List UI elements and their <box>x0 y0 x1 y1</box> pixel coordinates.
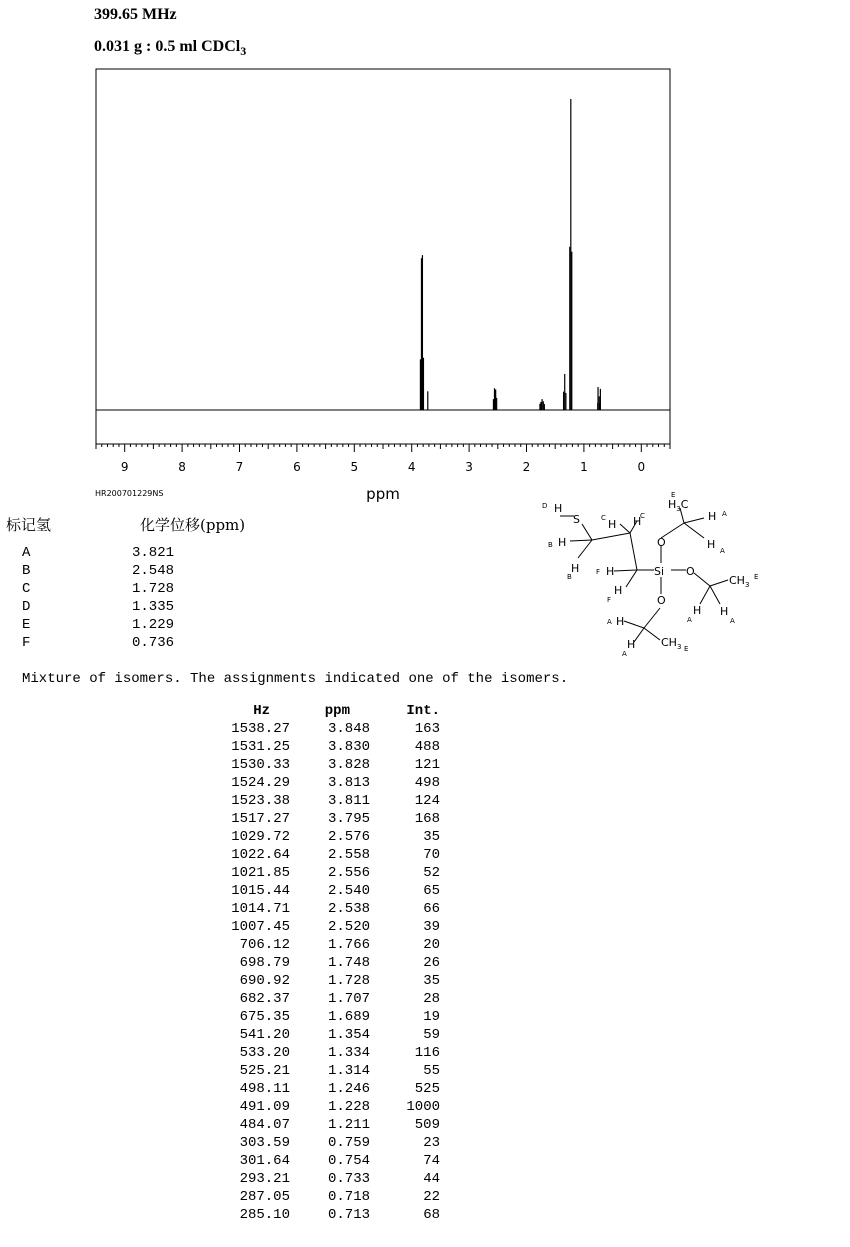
peak-ppm: 1.211 <box>327 1117 370 1133</box>
peak-int: 163 <box>414 721 440 737</box>
peak-ppm: 3.795 <box>327 811 370 827</box>
assign-header-hydrogen: 标记氢 <box>6 516 52 534</box>
peak-ppm: 2.540 <box>327 883 370 899</box>
x-tick-label: 8 <box>178 460 186 474</box>
table-row <box>205 1207 465 1225</box>
table-row <box>205 1099 465 1117</box>
atom-h: H <box>558 536 567 549</box>
peak-int: 65 <box>423 883 440 899</box>
bond <box>614 570 637 571</box>
x-tick-label: 3 <box>465 460 473 474</box>
peak-int: 498 <box>414 775 440 791</box>
assign-ppm: 1.229 <box>132 617 175 633</box>
bond <box>570 540 592 541</box>
assign-ppm: 3.821 <box>132 545 175 561</box>
peak-hz: 303.59 <box>239 1135 290 1151</box>
peak-int: 22 <box>423 1189 440 1205</box>
peak-header-ppm: ppm <box>324 703 350 719</box>
table-row <box>205 775 465 793</box>
table-row <box>205 793 465 811</box>
tag-e: E <box>671 491 676 499</box>
assign-label: C <box>22 581 31 597</box>
table-row <box>205 973 465 991</box>
peak-int: 19 <box>423 1009 440 1025</box>
table-row <box>205 1189 465 1207</box>
assign-label: D <box>22 599 31 615</box>
bond <box>644 608 660 628</box>
x-tick-label: 0 <box>637 460 646 474</box>
peak-ppm: 2.558 <box>327 847 370 863</box>
peak-int: 168 <box>414 811 440 827</box>
sample-text: 0.031 g : 0.5 ml CDCl <box>94 38 241 55</box>
assign-header-shift: 化学位移(ppm) <box>140 516 246 534</box>
peak-hz: 498.11 <box>239 1081 290 1097</box>
peak-int: 509 <box>414 1117 440 1133</box>
peak-hz: 484.07 <box>239 1117 290 1133</box>
table-row <box>205 721 465 739</box>
peak-hz: 706.12 <box>239 937 290 953</box>
bond <box>630 533 637 570</box>
table-row <box>205 901 465 919</box>
table-row <box>205 937 465 955</box>
peak-int: 44 <box>423 1171 440 1187</box>
peak-int: 20 <box>423 937 440 953</box>
peak-hz: 1538.27 <box>231 721 290 737</box>
atom-o: O <box>657 594 666 607</box>
sample-subscript: 3 <box>240 44 247 59</box>
peak-hz: 301.64 <box>239 1153 290 1169</box>
table-row <box>205 883 465 901</box>
tag-e: E <box>754 573 759 581</box>
table-row <box>205 865 465 883</box>
peak-int: 74 <box>423 1153 440 1169</box>
peak-hz: 675.35 <box>239 1009 290 1025</box>
peak-hz: 698.79 <box>239 955 290 971</box>
assign-ppm: 0.736 <box>132 635 175 651</box>
peak-hz: 1014.71 <box>231 901 290 917</box>
atom-h: H <box>614 584 623 597</box>
isomer-note: Mixture of isomers. The assignments indicated one of the isomers. <box>22 671 569 687</box>
assign-label: E <box>22 617 31 633</box>
bond <box>578 540 592 558</box>
peak-ppm: 0.718 <box>327 1189 370 1205</box>
table-row <box>205 847 465 865</box>
assign-label: B <box>22 563 31 579</box>
peak-ppm: 3.830 <box>327 739 370 755</box>
atom-ch3: $CH_3$ <box>661 636 682 651</box>
peak-hz: 525.21 <box>239 1063 290 1079</box>
peak-int: 39 <box>423 919 440 935</box>
table-row <box>205 829 465 847</box>
bond <box>626 570 637 587</box>
atom-h3c: $H_3C$ <box>668 498 689 513</box>
tag-c: C <box>601 514 606 522</box>
peak-hz: 491.09 <box>239 1099 290 1115</box>
peak-hz: 1531.25 <box>231 739 290 755</box>
peak-ppm: 3.813 <box>327 775 370 791</box>
bond <box>644 628 660 640</box>
table-row <box>205 757 465 775</box>
peak-hz: 1021.85 <box>231 865 290 881</box>
peak-ppm: 2.556 <box>327 865 370 881</box>
plot-frame <box>96 69 670 444</box>
tag-a: A <box>687 616 692 624</box>
atom-h: H <box>693 604 702 617</box>
atom-h: H <box>616 615 625 628</box>
peak-ppm: 1.228 <box>327 1099 370 1115</box>
frequency-label: 399.65 MHz <box>94 6 177 23</box>
assign-ppm: 1.335 <box>132 599 175 615</box>
x-tick-label: 9 <box>120 460 129 474</box>
peak-ppm: 3.828 <box>327 757 370 773</box>
tag-c: C <box>640 512 645 520</box>
peak-int: 525 <box>414 1081 440 1097</box>
peak-ppm: 2.576 <box>327 829 370 845</box>
nmr-spectrum-chart <box>0 0 850 510</box>
peak-header-int: Int. <box>406 703 440 719</box>
peak-hz: 1523.38 <box>231 793 290 809</box>
tag-d: D <box>542 502 548 510</box>
assign-label: A <box>22 545 31 561</box>
tag-e: E <box>684 645 689 653</box>
peak-int: 121 <box>414 757 440 773</box>
peak-int: 70 <box>423 847 440 863</box>
peak-ppm: 1.707 <box>327 991 370 1007</box>
bond <box>700 586 710 604</box>
peak-int: 35 <box>423 973 440 989</box>
tag-b: B <box>567 573 572 581</box>
x-axis-label: ppm <box>366 485 400 503</box>
peak-ppm: 2.520 <box>327 919 370 935</box>
assign-label: F <box>22 635 31 651</box>
atom-h: H <box>633 515 642 528</box>
atom-h: H <box>606 565 615 578</box>
peak-ppm: 1.314 <box>327 1063 370 1079</box>
table-row <box>205 991 465 1009</box>
atom-s: S <box>573 513 580 526</box>
peak-ppm: 1.354 <box>327 1027 370 1043</box>
ticks-group <box>96 444 670 474</box>
peak-int: 68 <box>423 1207 440 1223</box>
peak-hz: 1015.44 <box>231 883 290 899</box>
peak-int: 23 <box>423 1135 440 1151</box>
peak-ppm: 1.334 <box>327 1045 370 1061</box>
peak-ppm: 1.728 <box>327 973 370 989</box>
peak-ppm: 1.748 <box>327 955 370 971</box>
atom-h: H <box>627 638 636 651</box>
bond <box>620 524 630 533</box>
peak-int: 55 <box>423 1063 440 1079</box>
table-row <box>205 1153 465 1171</box>
peak-hz: 1517.27 <box>231 811 290 827</box>
bond <box>634 628 644 642</box>
atom-h: H <box>608 518 617 531</box>
x-tick-label: 4 <box>407 460 416 474</box>
peak-hz: 1530.33 <box>231 757 290 773</box>
peak-hz: 533.20 <box>239 1045 290 1061</box>
tag-a: A <box>607 618 612 626</box>
peak-int: 488 <box>414 739 440 755</box>
table-row <box>205 1009 465 1027</box>
bond <box>710 586 720 604</box>
peak-hz: 1524.29 <box>231 775 290 791</box>
table-row <box>205 955 465 973</box>
table-row <box>205 1117 465 1135</box>
table-row <box>205 919 465 937</box>
tag-a: A <box>622 650 627 658</box>
atom-si: Si <box>654 565 665 578</box>
peak-header-hz: Hz <box>253 703 270 719</box>
peak-int: 35 <box>423 829 440 845</box>
atom-o: O <box>686 565 695 578</box>
atom-h: H <box>707 538 716 551</box>
peak-hz: 293.21 <box>239 1171 290 1187</box>
table-row <box>205 811 465 829</box>
table-row <box>205 1171 465 1189</box>
peak-ppm: 0.733 <box>327 1171 370 1187</box>
bond <box>624 621 644 628</box>
peak-ppm: 1.766 <box>327 937 370 953</box>
peak-hz: 287.05 <box>239 1189 290 1205</box>
atom-h: H <box>708 510 717 523</box>
peak-ppm: 0.759 <box>327 1135 370 1151</box>
peak-int: 66 <box>423 901 440 917</box>
peak-ppm: 2.538 <box>327 901 370 917</box>
atom-h: H <box>554 502 563 515</box>
bond <box>582 524 592 540</box>
table-row <box>205 1135 465 1153</box>
tag-f: F <box>596 568 601 576</box>
tag-a: A <box>730 617 735 625</box>
atom-h: H <box>571 562 580 575</box>
bond <box>684 523 704 538</box>
assign-ppm: 2.548 <box>132 563 175 579</box>
bond <box>684 518 704 523</box>
x-tick-label: 1 <box>580 460 588 474</box>
peak-hz: 682.37 <box>239 991 290 1007</box>
peak-int: 28 <box>423 991 440 1007</box>
peak-hz: 285.10 <box>239 1207 290 1223</box>
bond <box>592 533 630 540</box>
tag-a: A <box>722 510 727 518</box>
atom-h: H <box>720 605 729 618</box>
peak-hz: 541.20 <box>239 1027 290 1043</box>
peak-int: 124 <box>414 793 440 809</box>
peak-hz: 1029.72 <box>231 829 290 845</box>
assign-ppm: 1.728 <box>132 581 175 597</box>
x-tick-label: 5 <box>350 460 359 474</box>
peak-hz: 1022.64 <box>231 847 290 863</box>
peak-int: 1000 <box>406 1099 440 1115</box>
peak-table-header <box>205 703 465 721</box>
tag-b: B <box>548 541 553 549</box>
table-row <box>205 1063 465 1081</box>
atom-o: O <box>657 536 666 549</box>
peak-int: 26 <box>423 955 440 971</box>
peak-int: 116 <box>414 1045 440 1061</box>
bond <box>710 580 728 586</box>
table-row <box>205 1045 465 1063</box>
tag-a: A <box>720 547 725 555</box>
table-row <box>205 1081 465 1099</box>
spectrum-id: HR200701229NS <box>95 489 164 498</box>
peak-hz: 1007.45 <box>231 919 290 935</box>
molecule-structure <box>530 488 790 663</box>
peak-ppm: 1.246 <box>327 1081 370 1097</box>
peak-int: 52 <box>423 865 440 881</box>
peak-int: 59 <box>423 1027 440 1043</box>
tag-f: F <box>607 596 612 604</box>
peak-ppm: 0.754 <box>327 1153 370 1169</box>
x-tick-label: 2 <box>522 460 531 474</box>
peak-ppm: 1.689 <box>327 1009 370 1025</box>
table-row <box>205 1027 465 1045</box>
x-tick-label: 7 <box>235 460 244 474</box>
peaks-group <box>420 99 600 410</box>
atom-ch3: $CH_3$ <box>729 574 750 589</box>
peak-ppm: 3.811 <box>327 793 370 809</box>
peak-ppm: 0.713 <box>327 1207 370 1223</box>
peak-hz: 690.92 <box>239 973 290 989</box>
table-row <box>205 739 465 757</box>
peak-ppm: 3.848 <box>327 721 370 737</box>
x-tick-label: 6 <box>293 460 301 474</box>
bond <box>694 573 710 586</box>
